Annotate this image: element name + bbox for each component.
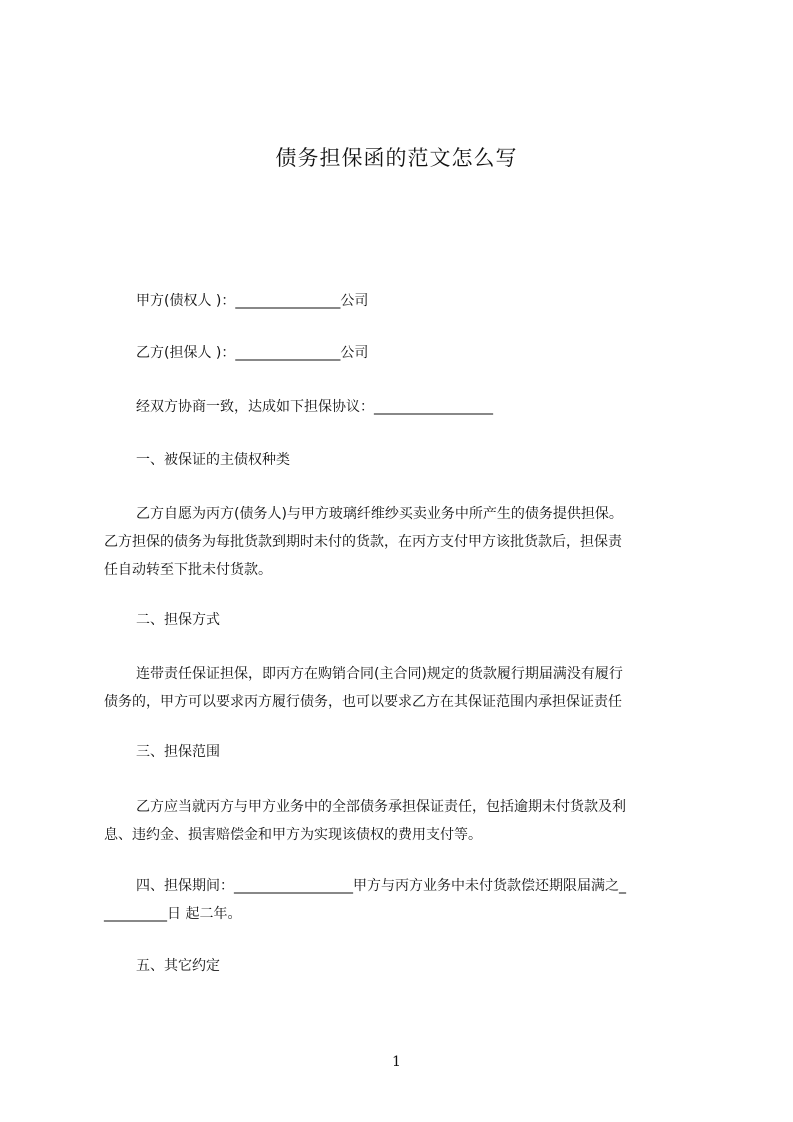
party-b-line: 乙方(担保人 )：_______________公司: [136, 345, 369, 361]
section2-line-1: 连带责任保证担保，即丙方在购销合同(主合同)规定的货款履行期届满没有履行: [136, 666, 623, 682]
section4-line-1: 四、担保期间：_________________甲方与丙方业务中未付货款偿还期限届满之_: [136, 878, 626, 894]
agreement-intro: 经双方协商一致，达成如下担保协议：_________________: [136, 399, 493, 415]
section2-line-2: 债务的，甲方可以要求丙方履行债务，也可以要求乙方在其保证范围内承担保证责任: [104, 694, 622, 710]
section1-line-3: 任自动转至下批未付货款。: [104, 562, 272, 578]
section1-body: [104, 500, 704, 584]
section1-heading: 一、被保证的主债权种类: [136, 452, 290, 468]
section3-line-2: 息、违约金、损害赔偿金和甲方为实现该债权的费用支付等。: [104, 827, 482, 843]
page-number: 1: [392, 1054, 401, 1070]
section5-heading: 五、其它约定: [136, 958, 220, 974]
section1-line-1: 乙方自愿为丙方(债务人)与甲方玻璃纤维纱买卖业务中所产生的债务提供担保。: [136, 506, 623, 522]
party-a-line: 甲方(债权人 )：_______________公司: [136, 293, 369, 309]
section1-line-2: 乙方担保的债务为每批货款到期时未付的货款，在丙方支付甲方该批货款后，担保责: [104, 534, 622, 550]
section2-body: [104, 660, 704, 716]
section3-heading: 三、担保范围: [136, 744, 220, 760]
document-title: 债务担保函的范文怎么写: [275, 146, 518, 170]
section3-line-1: 乙方应当就丙方与甲方业务中的全部债务承担保证责任，包括逾期未付货款及利: [136, 799, 626, 815]
section4-body: [104, 872, 704, 928]
section4-line-2: _________日 起二年。: [104, 906, 242, 922]
section2-heading: 二、担保方式: [136, 612, 220, 628]
section3-body: [104, 793, 704, 849]
